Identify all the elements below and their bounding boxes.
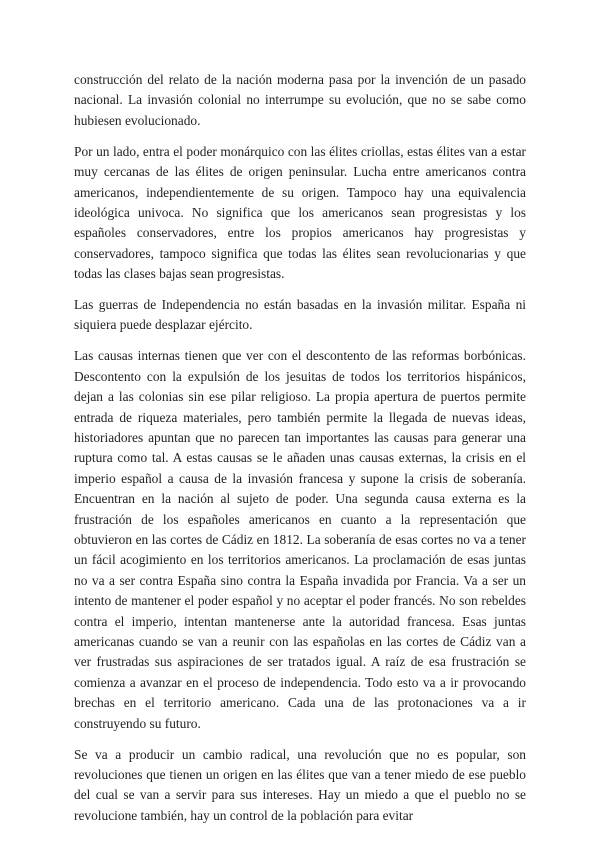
paragraph-causes: Las causas internas tienen que ver con el descontento de las reformas borbónicas. Descontento con la expulsión de los jesuitas de todos los territorios hispánicos, dejan a las colonias sin ese pilar religioso. La propia apertura de puertos permite entrada de riqueza materiales, pero también permite la llegada de nuevas ideas, historiadores apuntan que no parecen tan importantes las causas para generar una ruptura como tal. A estas causas se le añaden unas causas externas, la crisis en el imperio español a causa de la invasión francesa y supone la crisis de soberanía. Encuentran en la nación al sujeto de poder. Una segunda causa externa es la frustración de los españoles americanos en cuanto a la representación que obtuvieron en las cortes de Cádiz en 1812. La soberanía de esas cortes no va a tener un fácil acogimiento en los territorios americanos. La proclamación de esas juntas no va a ser contra España sino contra la España invadida por Francia. Va a ser un intento de mantener el poder español y no aceptar el poder francés. No son rebeldes contra el imperio, intentan mantenerse ante la autoridad francesa. Esas juntas americanas cuando se van a reunir con las españolas en las cortes de Cádiz van a ver frustradas sus aspiraciones de ser tratados igual. A raíz de esa frustración se comienza a avanzar en el proceso de independencia. Todo esto va a ir provocando brechas en el territorio americano. Cada una de las protonaciones va a ir construyendo su futuro. (74, 348, 526, 731)
paragraph-wars-independence: Las guerras de Independencia no están basadas en la invasión militar. España ni siquiera puede desplazar ejército. (74, 297, 526, 333)
paragraph-elites: Por un lado, entra el poder monárquico con las élites criollas, estas élites van a estar muy cercanas de las élites de origen peninsular. Lucha entre americanos contra americanos, independientemente de su origen. Tampoco hay una equivalencia ideológica univoca. No significa que los americanos sean progresistas y los españoles conservadores, entre los propios americanos hay progresistas y conservadores, tampoco significa que todas las élites sean revolucionarias y que todas las clases bajas sean progresistas. (74, 143, 526, 282)
document-body (74, 70, 526, 823)
paragraph-radical-change: Se va a producir un cambio radical, una revolución que no es popular, son revoluciones que tienen un origen en las élites que van a tener miedo de ese pueblo del cual se van a servir para sus intereses. Hay un miedo a que el pueblo no se revolucione también, hay un control de la población para evitar (74, 746, 526, 823)
paragraph-nation-narrative: construcción del relato de la nación moderna pasa por la invención de un pasado nacional. La invasión colonial no interrumpe su evolución, que no se sabe como hubiesen evolucionado. (74, 72, 526, 128)
